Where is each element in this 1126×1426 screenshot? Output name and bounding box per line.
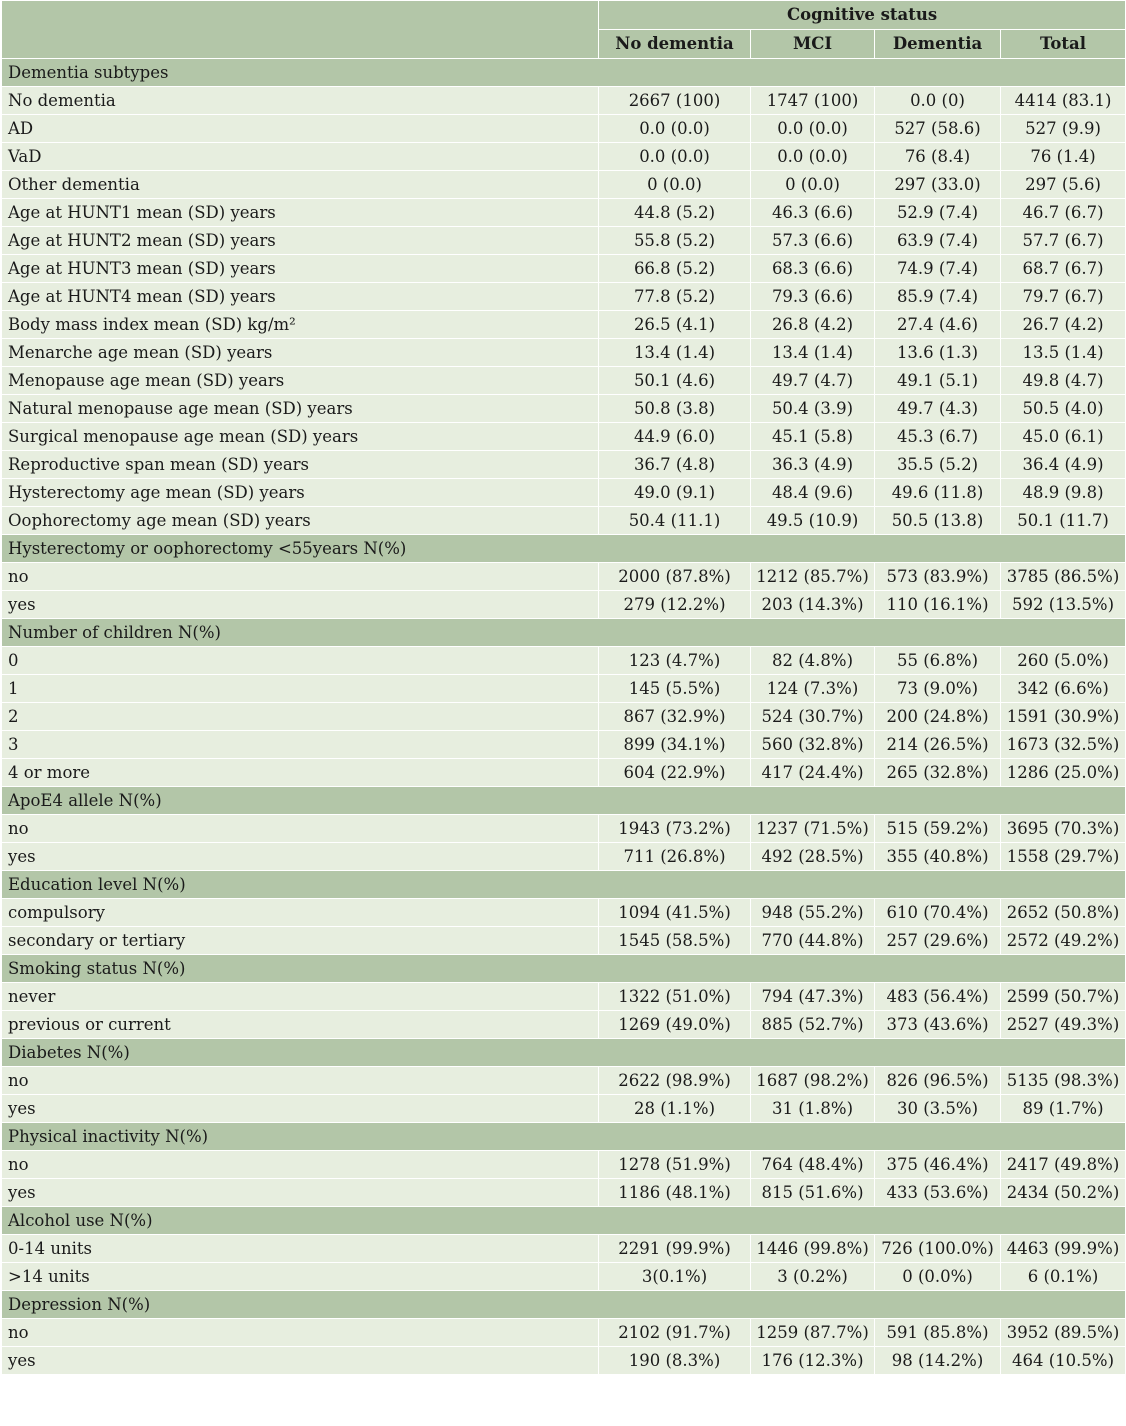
cell-dementia: 49.1 (5.1) <box>875 367 1001 395</box>
cell-total: 48.9 (9.8) <box>1001 479 1126 507</box>
table-body <box>2 59 1126 1375</box>
section-label: Depression N(%) <box>2 1291 1126 1319</box>
cell-no-dementia: 50.1 (4.6) <box>599 367 751 395</box>
header-group-label: Cognitive status <box>599 1 1126 30</box>
cell-total: 1286 (25.0%) <box>1001 759 1126 787</box>
cognitive-status-table <box>1 0 1126 1375</box>
cell-dementia: 826 (96.5%) <box>875 1067 1001 1095</box>
row-label: AD <box>2 115 599 143</box>
row-label: Age at HUNT3 mean (SD) years <box>2 255 599 283</box>
cell-mci: 49.5 (10.9) <box>751 507 875 535</box>
cell-dementia: 98 (14.2%) <box>875 1347 1001 1375</box>
table-row <box>2 1235 1126 1263</box>
cell-total: 2527 (49.3%) <box>1001 1011 1126 1039</box>
cell-no-dementia: 0.0 (0.0) <box>599 115 751 143</box>
cell-total: 46.7 (6.7) <box>1001 199 1126 227</box>
section-header-row <box>2 1039 1126 1067</box>
table-row <box>2 227 1126 255</box>
table-row <box>2 703 1126 731</box>
cell-no-dementia: 1943 (73.2%) <box>599 815 751 843</box>
cell-mci: 885 (52.7%) <box>751 1011 875 1039</box>
row-label: No dementia <box>2 87 599 115</box>
cell-mci: 524 (30.7%) <box>751 703 875 731</box>
cell-mci: 1687 (98.2%) <box>751 1067 875 1095</box>
row-label: yes <box>2 1095 599 1123</box>
cell-dementia: 73 (9.0%) <box>875 675 1001 703</box>
cell-total: 89 (1.7%) <box>1001 1095 1126 1123</box>
row-label: Menarche age mean (SD) years <box>2 339 599 367</box>
cell-total: 49.8 (4.7) <box>1001 367 1126 395</box>
cell-no-dementia: 44.8 (5.2) <box>599 199 751 227</box>
cell-mci: 13.4 (1.4) <box>751 339 875 367</box>
cell-dementia: 110 (16.1%) <box>875 591 1001 619</box>
row-label: no <box>2 1319 599 1347</box>
cell-no-dementia: 1322 (51.0%) <box>599 983 751 1011</box>
cell-mci: 124 (7.3%) <box>751 675 875 703</box>
cell-no-dementia: 604 (22.9%) <box>599 759 751 787</box>
table-row <box>2 395 1126 423</box>
cell-dementia: 610 (70.4%) <box>875 899 1001 927</box>
cell-no-dementia: 13.4 (1.4) <box>599 339 751 367</box>
table-row <box>2 1067 1126 1095</box>
cell-total: 4414 (83.1) <box>1001 87 1126 115</box>
table-row <box>2 1095 1126 1123</box>
cell-no-dementia: 899 (34.1%) <box>599 731 751 759</box>
row-label: Age at HUNT2 mean (SD) years <box>2 227 599 255</box>
row-label: yes <box>2 1179 599 1207</box>
section-header-row <box>2 535 1126 563</box>
cell-dementia: 0 (0.0%) <box>875 1263 1001 1291</box>
section-label: Alcohol use N(%) <box>2 1207 1126 1235</box>
cell-dementia: 0.0 (0) <box>875 87 1001 115</box>
cell-mci: 31 (1.8%) <box>751 1095 875 1123</box>
cell-dementia: 50.5 (13.8) <box>875 507 1001 535</box>
cell-dementia: 49.6 (11.8) <box>875 479 1001 507</box>
cell-total: 464 (10.5%) <box>1001 1347 1126 1375</box>
cell-mci: 1237 (71.5%) <box>751 815 875 843</box>
section-label: Number of children N(%) <box>2 619 1126 647</box>
cell-mci: 3 (0.2%) <box>751 1263 875 1291</box>
cell-dementia: 214 (26.5%) <box>875 731 1001 759</box>
row-label: Natural menopause age mean (SD) years <box>2 395 599 423</box>
cell-dementia: 27.4 (4.6) <box>875 311 1001 339</box>
table-row <box>2 1347 1126 1375</box>
cell-total: 50.1 (11.7) <box>1001 507 1126 535</box>
row-label: >14 units <box>2 1263 599 1291</box>
cell-mci: 203 (14.3%) <box>751 591 875 619</box>
cell-total: 2599 (50.7%) <box>1001 983 1126 1011</box>
cell-dementia: 433 (53.6%) <box>875 1179 1001 1207</box>
section-label: Physical inactivity N(%) <box>2 1123 1126 1151</box>
cell-total: 26.7 (4.2) <box>1001 311 1126 339</box>
cell-no-dementia: 711 (26.8%) <box>599 843 751 871</box>
column-header-no-dementia: No dementia <box>599 30 751 59</box>
cell-total: 6 (0.1%) <box>1001 1263 1126 1291</box>
table-row <box>2 647 1126 675</box>
column-header-dementia: Dementia <box>875 30 1001 59</box>
cell-total: 45.0 (6.1) <box>1001 423 1126 451</box>
cell-mci: 176 (12.3%) <box>751 1347 875 1375</box>
cell-mci: 50.4 (3.9) <box>751 395 875 423</box>
row-label: Other dementia <box>2 171 599 199</box>
cell-mci: 0.0 (0.0) <box>751 115 875 143</box>
cell-dementia: 74.9 (7.4) <box>875 255 1001 283</box>
cell-mci: 0.0 (0.0) <box>751 143 875 171</box>
row-label: 4 or more <box>2 759 599 787</box>
cell-total: 2417 (49.8%) <box>1001 1151 1126 1179</box>
row-label: compulsory <box>2 899 599 927</box>
cell-dementia: 373 (43.6%) <box>875 1011 1001 1039</box>
cell-mci: 68.3 (6.6) <box>751 255 875 283</box>
table-row <box>2 1011 1126 1039</box>
cell-total: 342 (6.6%) <box>1001 675 1126 703</box>
header-blank-cell <box>2 1 599 59</box>
cell-mci: 764 (48.4%) <box>751 1151 875 1179</box>
row-label: 3 <box>2 731 599 759</box>
cell-dementia: 591 (85.8%) <box>875 1319 1001 1347</box>
cell-no-dementia: 867 (32.9%) <box>599 703 751 731</box>
cell-dementia: 375 (46.4%) <box>875 1151 1001 1179</box>
cell-no-dementia: 2667 (100) <box>599 87 751 115</box>
table-row <box>2 283 1126 311</box>
table-row <box>2 199 1126 227</box>
row-label: 0 <box>2 647 599 675</box>
cell-dementia: 297 (33.0) <box>875 171 1001 199</box>
table-row <box>2 479 1126 507</box>
table-row <box>2 675 1126 703</box>
cell-dementia: 527 (58.6) <box>875 115 1001 143</box>
row-label: VaD <box>2 143 599 171</box>
cell-no-dementia: 26.5 (4.1) <box>599 311 751 339</box>
cell-no-dementia: 279 (12.2%) <box>599 591 751 619</box>
table-row <box>2 1319 1126 1347</box>
section-label: Dementia subtypes <box>2 59 1126 87</box>
cell-total: 2434 (50.2%) <box>1001 1179 1126 1207</box>
section-label: Hysterectomy or oophorectomy <55years N(%) <box>2 535 1126 563</box>
section-header-row <box>2 955 1126 983</box>
cell-dementia: 573 (83.9%) <box>875 563 1001 591</box>
cell-dementia: 85.9 (7.4) <box>875 283 1001 311</box>
table-row <box>2 1263 1126 1291</box>
cell-total: 527 (9.9) <box>1001 115 1126 143</box>
cell-mci: 794 (47.3%) <box>751 983 875 1011</box>
cell-total: 3952 (89.5%) <box>1001 1319 1126 1347</box>
cell-mci: 1212 (85.7%) <box>751 563 875 591</box>
cell-no-dementia: 1545 (58.5%) <box>599 927 751 955</box>
section-label: Education level N(%) <box>2 871 1126 899</box>
table-row <box>2 171 1126 199</box>
section-header-row <box>2 619 1126 647</box>
cell-no-dementia: 2102 (91.7%) <box>599 1319 751 1347</box>
table-row <box>2 255 1126 283</box>
table-row <box>2 563 1126 591</box>
row-label: no <box>2 1067 599 1095</box>
row-label: Reproductive span mean (SD) years <box>2 451 599 479</box>
table-row <box>2 759 1126 787</box>
cell-total: 50.5 (4.0) <box>1001 395 1126 423</box>
cell-mci: 57.3 (6.6) <box>751 227 875 255</box>
cell-dementia: 515 (59.2%) <box>875 815 1001 843</box>
cell-no-dementia: 1094 (41.5%) <box>599 899 751 927</box>
table-header <box>2 1 1126 59</box>
cell-dementia: 30 (3.5%) <box>875 1095 1001 1123</box>
row-label: no <box>2 815 599 843</box>
cell-dementia: 45.3 (6.7) <box>875 423 1001 451</box>
cell-mci: 560 (32.8%) <box>751 731 875 759</box>
cell-no-dementia: 44.9 (6.0) <box>599 423 751 451</box>
row-label: Hysterectomy age mean (SD) years <box>2 479 599 507</box>
cell-dementia: 35.5 (5.2) <box>875 451 1001 479</box>
column-header-mci: MCI <box>751 30 875 59</box>
cell-mci: 36.3 (4.9) <box>751 451 875 479</box>
table-row <box>2 983 1126 1011</box>
cell-no-dementia: 2000 (87.8%) <box>599 563 751 591</box>
cell-total: 2652 (50.8%) <box>1001 899 1126 927</box>
cell-no-dementia: 2622 (98.9%) <box>599 1067 751 1095</box>
cell-mci: 815 (51.6%) <box>751 1179 875 1207</box>
cell-dementia: 52.9 (7.4) <box>875 199 1001 227</box>
cell-dementia: 355 (40.8%) <box>875 843 1001 871</box>
row-label: 0-14 units <box>2 1235 599 1263</box>
table-row <box>2 87 1126 115</box>
cell-total: 1558 (29.7%) <box>1001 843 1126 871</box>
section-header-row <box>2 1207 1126 1235</box>
cell-no-dementia: 50.8 (3.8) <box>599 395 751 423</box>
cell-no-dementia: 28 (1.1%) <box>599 1095 751 1123</box>
cell-no-dementia: 123 (4.7%) <box>599 647 751 675</box>
cell-mci: 49.7 (4.7) <box>751 367 875 395</box>
table-row <box>2 843 1126 871</box>
row-label: yes <box>2 1347 599 1375</box>
cell-dementia: 55 (6.8%) <box>875 647 1001 675</box>
table-row <box>2 1151 1126 1179</box>
cell-no-dementia: 50.4 (11.1) <box>599 507 751 535</box>
table-row <box>2 731 1126 759</box>
cell-total: 2572 (49.2%) <box>1001 927 1126 955</box>
cell-no-dementia: 49.0 (9.1) <box>599 479 751 507</box>
table-row <box>2 815 1126 843</box>
table-row <box>2 143 1126 171</box>
cell-total: 5135 (98.3%) <box>1001 1067 1126 1095</box>
cell-dementia: 76 (8.4) <box>875 143 1001 171</box>
cell-mci: 79.3 (6.6) <box>751 283 875 311</box>
cell-total: 592 (13.5%) <box>1001 591 1126 619</box>
row-label: yes <box>2 843 599 871</box>
cell-no-dementia: 55.8 (5.2) <box>599 227 751 255</box>
cell-mci: 26.8 (4.2) <box>751 311 875 339</box>
cell-no-dementia: 66.8 (5.2) <box>599 255 751 283</box>
cell-mci: 48.4 (9.6) <box>751 479 875 507</box>
cell-total: 36.4 (4.9) <box>1001 451 1126 479</box>
cell-mci: 770 (44.8%) <box>751 927 875 955</box>
cell-no-dementia: 0 (0.0) <box>599 171 751 199</box>
column-header-total: Total <box>1001 30 1126 59</box>
table-row <box>2 1179 1126 1207</box>
table-row <box>2 451 1126 479</box>
cell-mci: 1446 (99.8%) <box>751 1235 875 1263</box>
section-label: Smoking status N(%) <box>2 955 1126 983</box>
row-label: Surgical menopause age mean (SD) years <box>2 423 599 451</box>
row-label: Age at HUNT1 mean (SD) years <box>2 199 599 227</box>
cell-no-dementia: 1278 (51.9%) <box>599 1151 751 1179</box>
cell-total: 1591 (30.9%) <box>1001 703 1126 731</box>
table-row <box>2 339 1126 367</box>
cell-total: 3695 (70.3%) <box>1001 815 1126 843</box>
cell-total: 1673 (32.5%) <box>1001 731 1126 759</box>
table-row <box>2 507 1126 535</box>
cell-total: 13.5 (1.4) <box>1001 339 1126 367</box>
cell-no-dementia: 190 (8.3%) <box>599 1347 751 1375</box>
section-header-row <box>2 1123 1126 1151</box>
section-header-row <box>2 59 1126 87</box>
cell-no-dementia: 2291 (99.9%) <box>599 1235 751 1263</box>
row-label: previous or current <box>2 1011 599 1039</box>
row-label: Oophorectomy age mean (SD) years <box>2 507 599 535</box>
table-row <box>2 311 1126 339</box>
cell-total: 3785 (86.5%) <box>1001 563 1126 591</box>
section-label: ApoE4 allele N(%) <box>2 787 1126 815</box>
row-label: never <box>2 983 599 1011</box>
cell-dementia: 483 (56.4%) <box>875 983 1001 1011</box>
cell-dementia: 200 (24.8%) <box>875 703 1001 731</box>
table-row <box>2 899 1126 927</box>
cell-no-dementia: 36.7 (4.8) <box>599 451 751 479</box>
row-label: Body mass index mean (SD) kg/m² <box>2 311 599 339</box>
row-label: 1 <box>2 675 599 703</box>
cell-dementia: 726 (100.0%) <box>875 1235 1001 1263</box>
row-label: yes <box>2 591 599 619</box>
cell-no-dementia: 77.8 (5.2) <box>599 283 751 311</box>
cell-total: 297 (5.6) <box>1001 171 1126 199</box>
cell-total: 4463 (99.9%) <box>1001 1235 1126 1263</box>
cell-total: 79.7 (6.7) <box>1001 283 1126 311</box>
row-label: no <box>2 1151 599 1179</box>
cell-mci: 1259 (87.7%) <box>751 1319 875 1347</box>
cell-mci: 46.3 (6.6) <box>751 199 875 227</box>
table-row <box>2 367 1126 395</box>
cell-total: 68.7 (6.7) <box>1001 255 1126 283</box>
cell-total: 76 (1.4) <box>1001 143 1126 171</box>
row-label: Age at HUNT4 mean (SD) years <box>2 283 599 311</box>
cell-dementia: 63.9 (7.4) <box>875 227 1001 255</box>
section-label: Diabetes N(%) <box>2 1039 1126 1067</box>
cell-dementia: 257 (29.6%) <box>875 927 1001 955</box>
section-header-row <box>2 871 1126 899</box>
row-label: secondary or tertiary <box>2 927 599 955</box>
row-label: no <box>2 563 599 591</box>
cell-no-dementia: 1269 (49.0%) <box>599 1011 751 1039</box>
cell-mci: 417 (24.4%) <box>751 759 875 787</box>
cell-mci: 82 (4.8%) <box>751 647 875 675</box>
cell-dementia: 49.7 (4.3) <box>875 395 1001 423</box>
cell-dementia: 13.6 (1.3) <box>875 339 1001 367</box>
row-label: Menopause age mean (SD) years <box>2 367 599 395</box>
cell-mci: 948 (55.2%) <box>751 899 875 927</box>
cell-mci: 0 (0.0) <box>751 171 875 199</box>
table-row <box>2 927 1126 955</box>
cell-no-dementia: 0.0 (0.0) <box>599 143 751 171</box>
cell-mci: 1747 (100) <box>751 87 875 115</box>
header-group-row <box>2 1 1126 30</box>
cell-total: 57.7 (6.7) <box>1001 227 1126 255</box>
cell-no-dementia: 3(0.1%) <box>599 1263 751 1291</box>
table-row <box>2 591 1126 619</box>
table-row <box>2 423 1126 451</box>
cell-no-dementia: 145 (5.5%) <box>599 675 751 703</box>
cell-mci: 492 (28.5%) <box>751 843 875 871</box>
section-header-row <box>2 1291 1126 1319</box>
cell-no-dementia: 1186 (48.1%) <box>599 1179 751 1207</box>
cell-total: 260 (5.0%) <box>1001 647 1126 675</box>
row-label: 2 <box>2 703 599 731</box>
section-header-row <box>2 787 1126 815</box>
cell-dementia: 265 (32.8%) <box>875 759 1001 787</box>
table-row <box>2 115 1126 143</box>
cell-mci: 45.1 (5.8) <box>751 423 875 451</box>
